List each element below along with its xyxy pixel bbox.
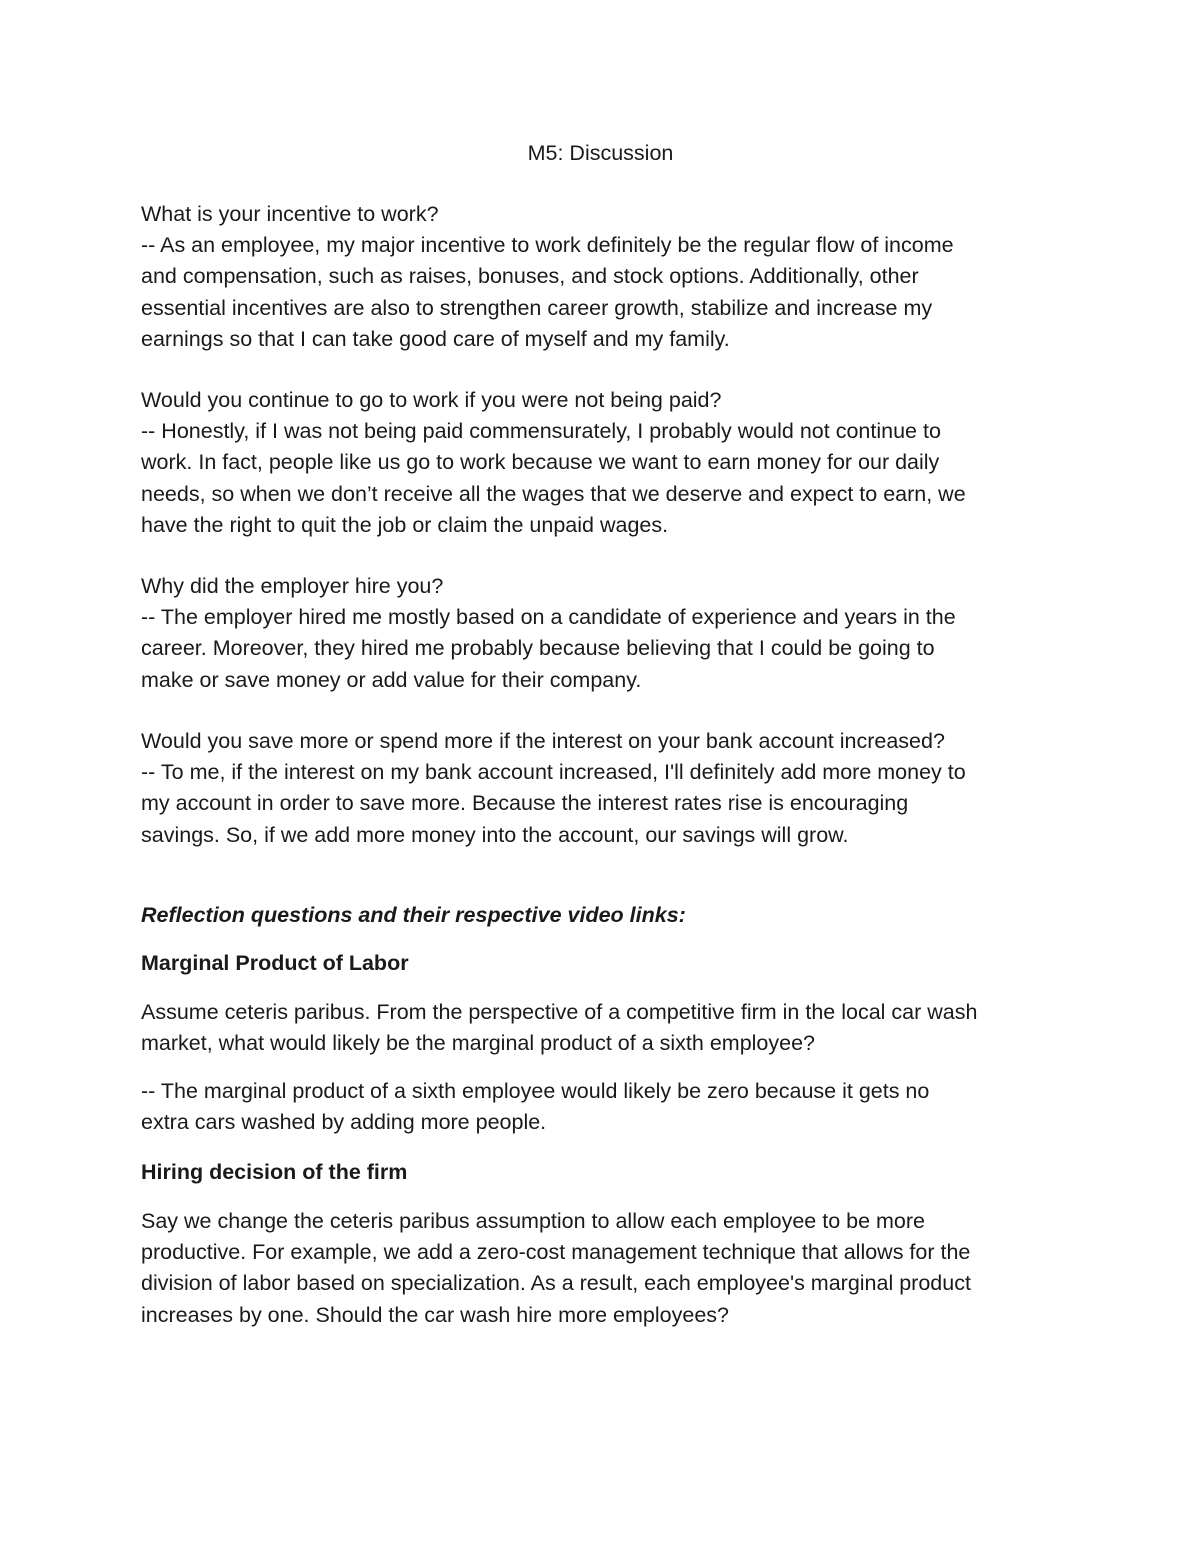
answer-line: have the right to quit the job or claim the unpaid wages. [141,512,669,537]
answer-line: -- The employer hired me mostly based on a candidate of experience and years in the [141,605,956,630]
answer-line: -- As an employee, my major incentive to work definitely be the regular flow of income [141,233,954,258]
question-line: increases by one. Should the car wash hire more employees? [141,1302,729,1327]
answer-line: earnings so that I can take good care of myself and my family. [141,326,730,351]
section-heading-text: Hiring decision of the firm [141,1160,408,1184]
answer-line: my account in order to save more. Because the interest rates rise is encouraging [141,791,909,816]
marginal-answer [141,1076,1066,1138]
question-text: Why did the employer hire you? [141,574,444,598]
section-heading-text: Marginal Product of Labor [141,951,409,975]
hiring-question [141,1206,1066,1331]
answer-line: essential incentives are also to strengthen career growth, stabilize and increase my [141,295,933,320]
answer-line: work. In fact, people like us go to work because we want to earn money for our daily [141,450,940,475]
section-heading-hiring [141,1157,1066,1188]
answer-line: and compensation, such as raises, bonuses, and stock options. Additionally, other [141,264,919,289]
question-text: Would you save more or spend more if the interest on your bank account increased? [141,729,945,753]
answer-line: -- The marginal product of a sixth employee would likely be zero because it gets no [141,1079,930,1103]
question-line: Say we change the ceteris paribus assumption to allow each employee to be more [141,1209,925,1233]
question-line: productive. For example, we add a zero-cost management technique that allows for the [141,1240,971,1265]
answer-line: career. Moreover, they hired me probably because believing that I could be going to [141,636,935,661]
qa-section-paid [141,385,1066,541]
question-line: market, what would likely be the marginal product of a sixth employee? [141,1031,816,1056]
question-line: Assume ceteris paribus. From the perspective of a competitive firm in the local car wash [141,1000,978,1024]
answer-line: make or save money or add value for their company. [141,667,642,692]
answer-line: savings. So, if we add more money into the account, our savings will grow. [141,822,849,847]
document-title: M5: Discussion [527,141,674,165]
question-text: Would you continue to go to work if you were not being paid? [141,388,722,412]
marginal-question [141,997,1066,1059]
qa-section-savings [141,726,1066,851]
question-text: What is your incentive to work? [141,202,439,226]
qa-section-hire [141,571,1066,696]
reflection-heading [141,900,1066,931]
qa-section-incentive [141,199,1066,355]
question-line: division of labor based on specialization. As a result, each employee's marginal product [141,1271,971,1296]
answer-line: needs, so when we don’t receive all the wages that we deserve and expect to earn, we [141,481,966,506]
reflection-heading-text: Reflection questions and their respective video links: [141,903,686,927]
answer-line: extra cars washed by adding more people. [141,1110,547,1135]
section-heading-marginal [141,948,1066,979]
answer-line: -- To me, if the interest on my bank account increased, I'll definitely add more money to [141,760,966,785]
answer-line: -- Honestly, if I was not being paid commensurately, I probably would not continue to [141,419,941,444]
